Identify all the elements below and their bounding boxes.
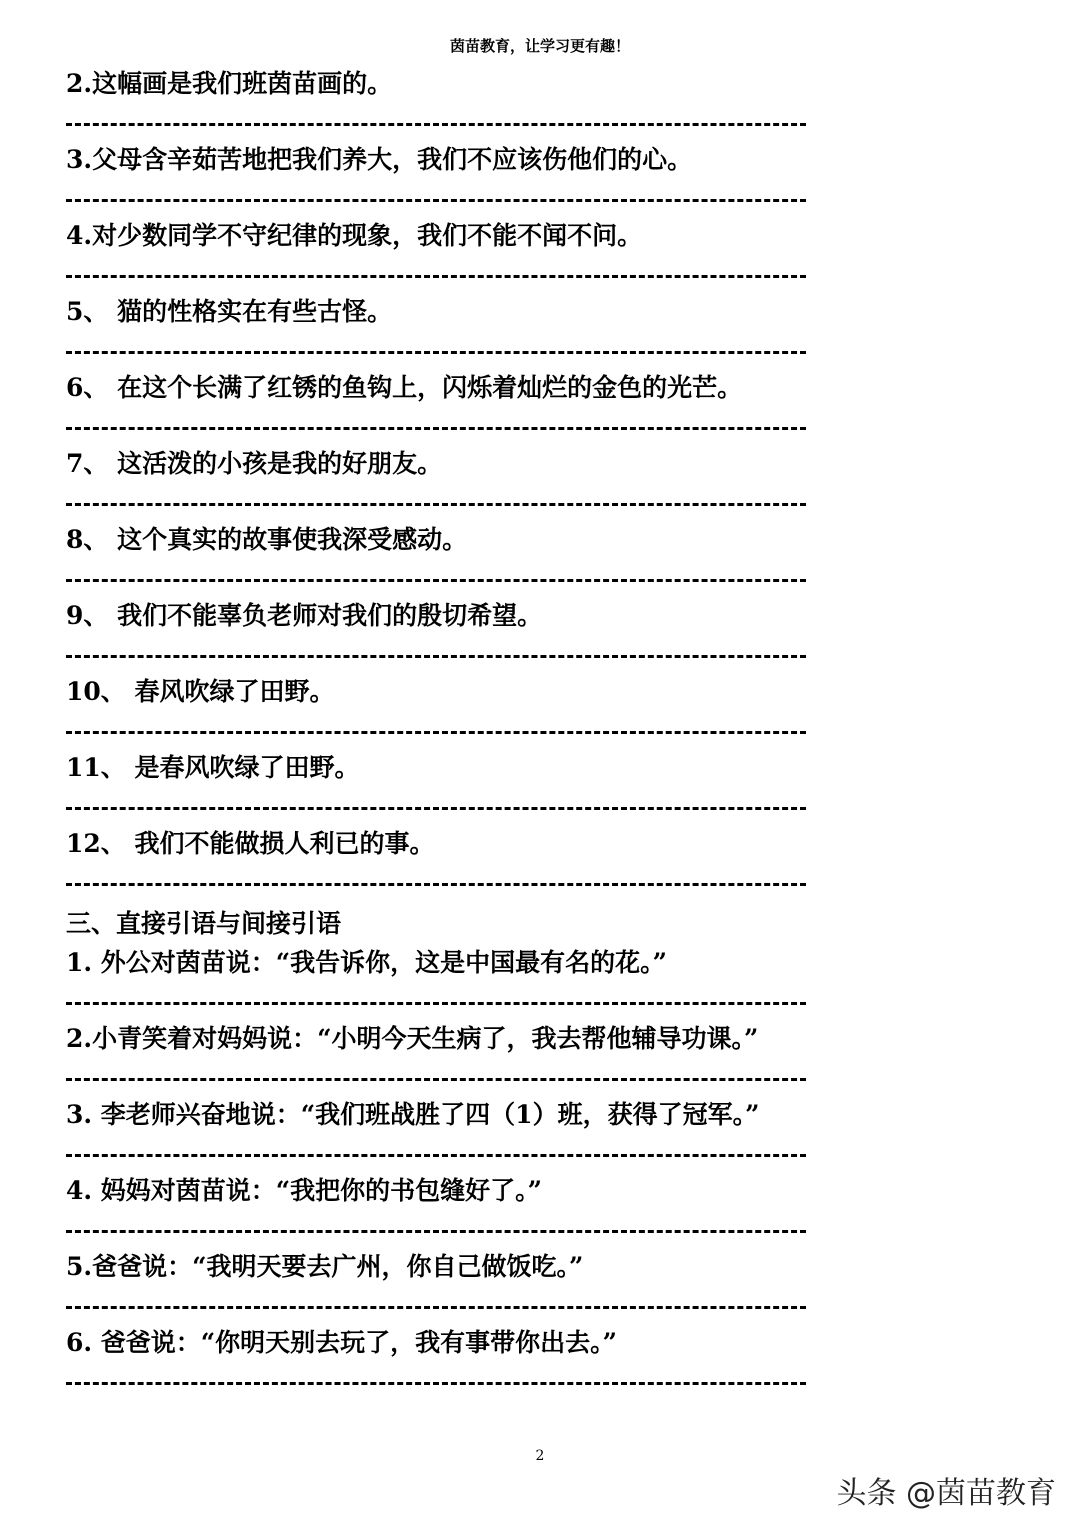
exercise-sentence: 6. 爸爸说：“你明天别去玩了，我有事带你出去。” bbox=[66, 1328, 618, 1357]
exercise-sentence: 8、 这个真实的故事使我深受感动。 bbox=[66, 525, 468, 554]
exercise-sentence: 12、 我们不能做损人利已的事。 bbox=[66, 829, 435, 858]
exercise-sentence: 10、 春风吹绿了田野。 bbox=[66, 677, 335, 706]
watermark: 头条 @茵苗教育 bbox=[836, 1476, 1056, 1511]
exercise-item bbox=[66, 138, 1026, 214]
answer-line bbox=[66, 486, 1026, 518]
page-header: 茵苗教育，让学习更有趣！ bbox=[449, 37, 630, 55]
answer-line bbox=[66, 1286, 1026, 1324]
answer-line bbox=[66, 334, 1026, 366]
answer-line bbox=[66, 410, 1026, 442]
exercise-sentence: 4. 妈妈对茵苗说：“我把你的书包缝好了。” bbox=[66, 1176, 543, 1205]
exercise-sentence: 7、 这活泼的小孩是我的好朋友。 bbox=[66, 449, 443, 478]
answer-line bbox=[66, 258, 1026, 290]
exercise-item bbox=[66, 62, 1026, 138]
quote-exercise-item bbox=[66, 1020, 1026, 1096]
exercise-item bbox=[66, 594, 1026, 670]
exercise-sentence: 5.爸爸说：“我明天要去广州，你自己做饭吃。” bbox=[66, 1252, 584, 1281]
page-number: 2 bbox=[535, 1448, 545, 1464]
exercise-sentence: 2.小青笑着对妈妈说：“小明今天生病了，我去帮他辅导功课。” bbox=[66, 1024, 759, 1053]
answer-line bbox=[66, 106, 1026, 138]
answer-line bbox=[66, 182, 1026, 214]
answer-line bbox=[66, 1362, 1026, 1400]
section-title: 三、直接引语与间接引语 bbox=[66, 909, 342, 938]
quote-exercise-item bbox=[66, 1172, 1026, 1248]
exercise-item bbox=[66, 442, 1026, 518]
exercise-item bbox=[66, 366, 1026, 442]
exercise-item bbox=[66, 822, 1026, 898]
exercise-sentence: 11、 是春风吹绿了田野。 bbox=[66, 753, 360, 782]
exercise-sentence: 4.对少数同学不守纪律的现象，我们不能不闻不问。 bbox=[66, 221, 643, 250]
exercise-sentence: 1. 外公对茵苗说：“我告诉你，这是中国最有名的花。” bbox=[66, 948, 668, 977]
answer-line bbox=[66, 866, 1026, 898]
quote-exercise-item bbox=[66, 1248, 1026, 1324]
exercise-sentence: 5、 猫的性格实在有些古怪。 bbox=[66, 297, 393, 326]
answer-line bbox=[66, 982, 1026, 1020]
answer-line bbox=[66, 714, 1026, 746]
worksheet-body bbox=[66, 62, 1026, 1400]
exercise-sentence: 2.这幅画是我们班茵苗画的。 bbox=[66, 69, 393, 98]
exercise-item bbox=[66, 518, 1026, 594]
exercise-sentence: 3. 李老师兴奋地说：“我们班战胜了四（1）班，获得了冠军。” bbox=[66, 1100, 760, 1129]
exercise-sentence: 6、 在这个长满了红锈的鱼钩上，闪烁着灿烂的金色的光芒。 bbox=[66, 373, 743, 402]
answer-line bbox=[66, 638, 1026, 670]
exercise-sentence: 3.父母含辛茹苦地把我们养大，我们不应该伤他们的心。 bbox=[66, 145, 693, 174]
exercise-sentence: 9、 我们不能辜负老师对我们的殷切希望。 bbox=[66, 601, 543, 630]
answer-line bbox=[66, 1210, 1026, 1248]
answer-line bbox=[66, 790, 1026, 822]
answer-line bbox=[66, 562, 1026, 594]
exercise-item bbox=[66, 290, 1026, 366]
exercise-item bbox=[66, 746, 1026, 822]
quote-exercise-item bbox=[66, 1324, 1026, 1400]
answer-line bbox=[66, 1134, 1026, 1172]
exercise-item bbox=[66, 214, 1026, 290]
answer-line bbox=[66, 1058, 1026, 1096]
quote-exercise-item bbox=[66, 1096, 1026, 1172]
quote-exercise-item bbox=[66, 944, 1026, 1020]
exercise-item bbox=[66, 670, 1026, 746]
